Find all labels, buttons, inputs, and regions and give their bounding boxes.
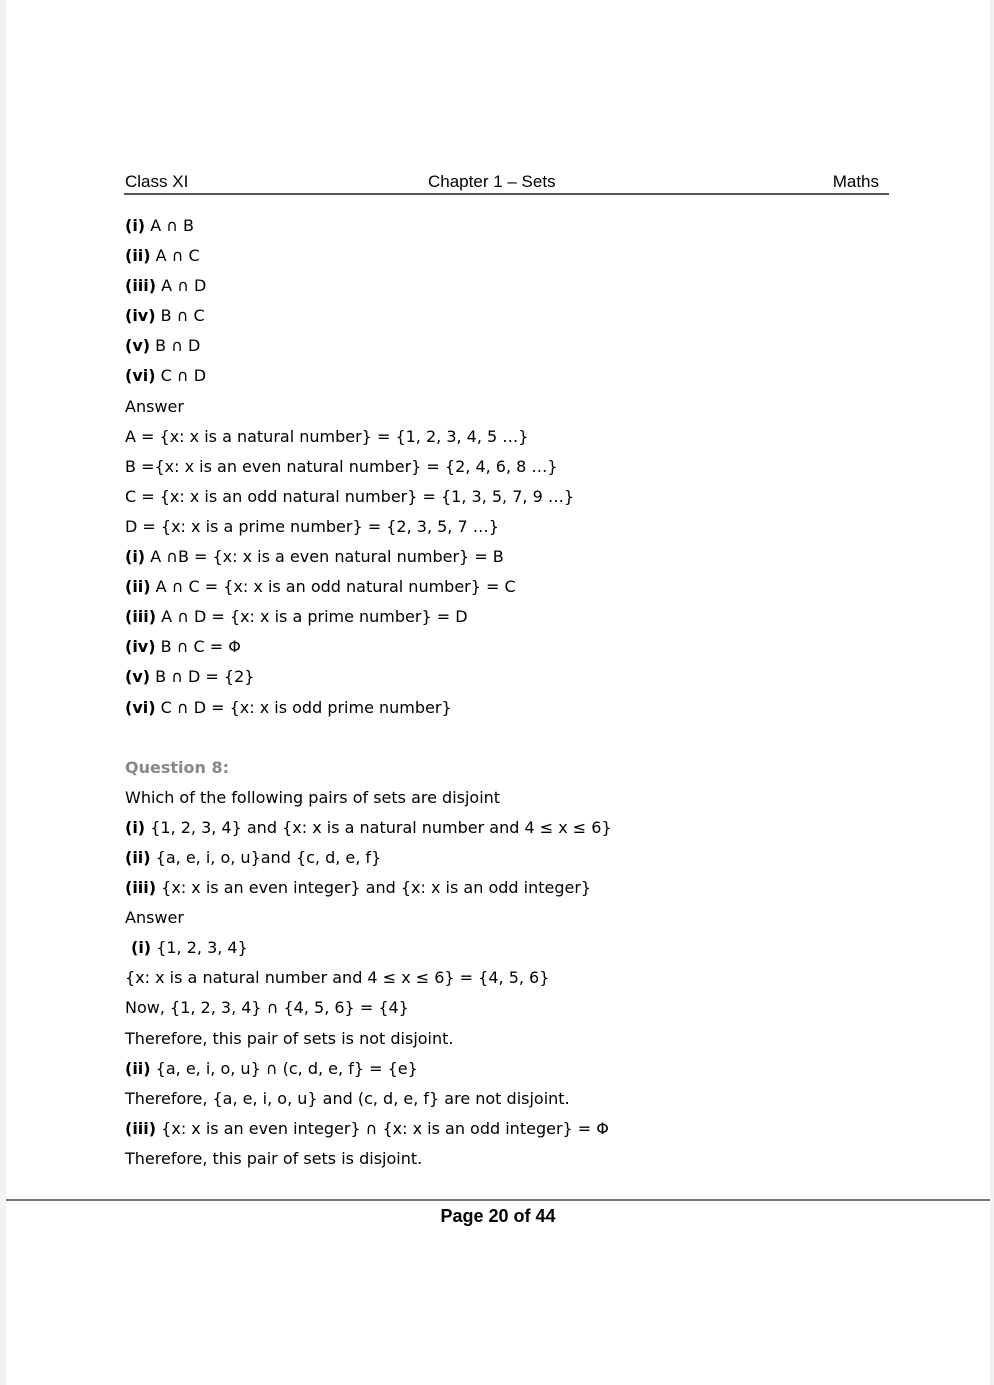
footer-divider <box>6 1199 990 1201</box>
q7-part: (iv) B ∩ C <box>125 306 205 326</box>
q8-answer-line: (i) {1, 2, 3, 4} <box>131 938 248 958</box>
document-page <box>6 0 990 1385</box>
q7-part: (v) B ∩ D <box>125 336 201 356</box>
q8-answer-line: Therefore, {a, e, i, o, u} and (c, d, e, f} are not disjoint. <box>125 1088 570 1108</box>
q8-answer-line: Therefore, this pair of sets is disjoint. <box>125 1148 423 1168</box>
q7-answer: (vi) C ∩ D = {x: x is odd prime number} <box>125 697 452 717</box>
q7-part: (iii) A ∩ D <box>125 276 207 296</box>
q8-answer-line: (iii) {x: x is an even integer} ∩ {x: x is an odd integer} = Φ <box>125 1118 609 1138</box>
q8-part: (i) {1, 2, 3, 4} and {x: x is a natural number and 4 ≤ x ≤ 6} <box>125 817 612 837</box>
q8-answers <box>125 933 885 1174</box>
q7-answers <box>125 542 885 723</box>
q7-answer: (v) B ∩ D = {2} <box>125 667 255 687</box>
set-definition: D = {x: x is a prime number} = {2, 3, 5, 7 …} <box>125 516 499 536</box>
spacer <box>125 723 885 753</box>
q7-parts <box>125 211 885 392</box>
q8-answer-line: Therefore, this pair of sets is not disjoint. <box>125 1028 454 1048</box>
answer-label: Answer <box>125 396 184 416</box>
set-definition: A = {x: x is a natural number} = {1, 2, 3, 4, 5 …} <box>125 426 529 446</box>
q8-answer-line: {x: x is a natural number and 4 ≤ x ≤ 6} = {4, 5, 6} <box>125 968 550 988</box>
q7-answer: (ii) A ∩ C = {x: x is an odd natural number} = C <box>125 577 516 597</box>
q7-answer: (i) A ∩B = {x: x is a even natural number} = B <box>125 547 504 567</box>
q8-parts <box>125 813 885 903</box>
header-class: Class XI <box>125 172 189 191</box>
header-subject: Maths <box>832 172 879 191</box>
q7-part: (vi) C ∩ D <box>125 366 207 386</box>
q8-answer-line: Now, {1, 2, 3, 4} ∩ {4, 5, 6} = {4} <box>125 998 409 1018</box>
page-content <box>125 211 885 1174</box>
q7-answer: (iv) B ∩ C = Φ <box>125 637 241 657</box>
header-chapter: Chapter 1 – Sets <box>428 172 556 191</box>
set-definition: C = {x: x is an odd natural number} = {1, 3, 5, 7, 9 …} <box>125 486 575 506</box>
q7-answer: (iii) A ∩ D = {x: x is a prime number} = D <box>125 607 468 627</box>
answer-label: Answer <box>125 908 184 928</box>
set-definition: B ={x: x is an even natural number} = {2, 4, 6, 8 …} <box>125 456 558 476</box>
q7-part: (ii) A ∩ C <box>125 246 200 266</box>
question-8-title: Question 8: <box>125 757 229 777</box>
page-header <box>124 172 889 195</box>
q8-answer-line: (ii) {a, e, i, o, u} ∩ (c, d, e, f} = {e} <box>125 1058 418 1078</box>
page-number: Page 20 of 44 <box>440 1206 556 1226</box>
question-8-prompt: Which of the following pairs of sets are disjoint <box>125 787 501 807</box>
q7-part: (i) A ∩ B <box>125 216 194 235</box>
q8-part: (iii) {x: x is an even integer} and {x: x is an odd integer} <box>125 878 592 898</box>
set-definitions <box>125 422 885 542</box>
q8-part: (ii) {a, e, i, o, u}and {c, d, e, f} <box>125 847 382 867</box>
